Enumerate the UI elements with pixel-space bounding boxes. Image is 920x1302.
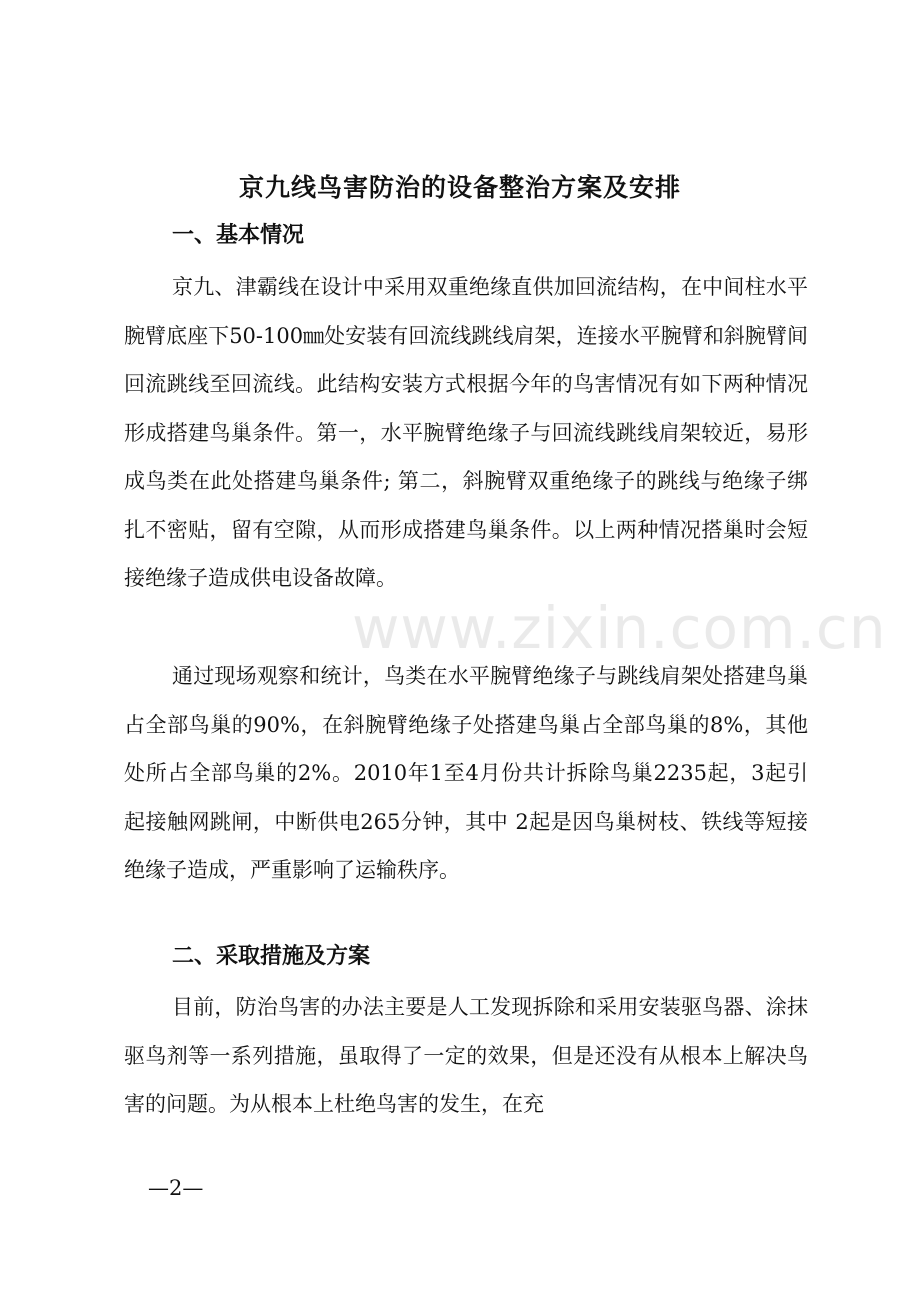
- paragraph-structure-description: 京九、津霸线在设计中采用双重绝缘直供加回流结构，在中间柱水平腕臂底座下50-100㎜处安装有回流线跳线肩架，连接水平腕臂和斜腕臂间回流跳线至回流线。此结构安装方式根据今年的鸟害情况有如下两种情况形成搭建鸟巢条件。第一，水平腕臂绝缘子与回流线跳线肩架较近，易形成鸟类在此处搭建鸟巢条件; 第二，斜腕臂双重绝缘子的跳线与绝缘子绑扎不密贴，留有空隙，从而形成搭建鸟巢条件。以上两种情况搭巢时会短接绝缘子造成供电设备故障。: [124, 275, 808, 590]
- section-heading-basic-situation: 一、基本情况: [172, 223, 305, 248]
- paragraph-current-measures: 目前，防治鸟害的办法主要是人工发现拆除和采用安装驱鸟器、涂抹驱鸟剂等一系列措施，虽取得了一定的效果，但是还没有从根本上解决鸟害的问题。为从根本上杜绝鸟害的发生，在充: [124, 995, 808, 1116]
- page-number: —2—: [148, 1176, 204, 1200]
- document-title: 京九线鸟害防治的设备整治方案及安排: [238, 173, 681, 202]
- section-heading-measures: 二、采取措施及方案: [172, 944, 371, 969]
- watermark-text: www.zixin.com.cn: [352, 594, 887, 662]
- paragraph-statistics: 通过现场观察和统计，鸟类在水平腕臂绝缘子与跳线肩架处搭建鸟巢占全部鸟巢的90%，在斜腕臂绝缘子处搭建鸟巢占全部鸟巢的8%，其他处所占全部鸟巢的2%。2010年1至4月份共计拆除鸟巢2235起，3起引起接触网跳闸，中断供电265分钟，其中 2起是因鸟巢树枝、铁线等短接绝缘子造成，严重影响了运输秩序。: [124, 664, 808, 882]
